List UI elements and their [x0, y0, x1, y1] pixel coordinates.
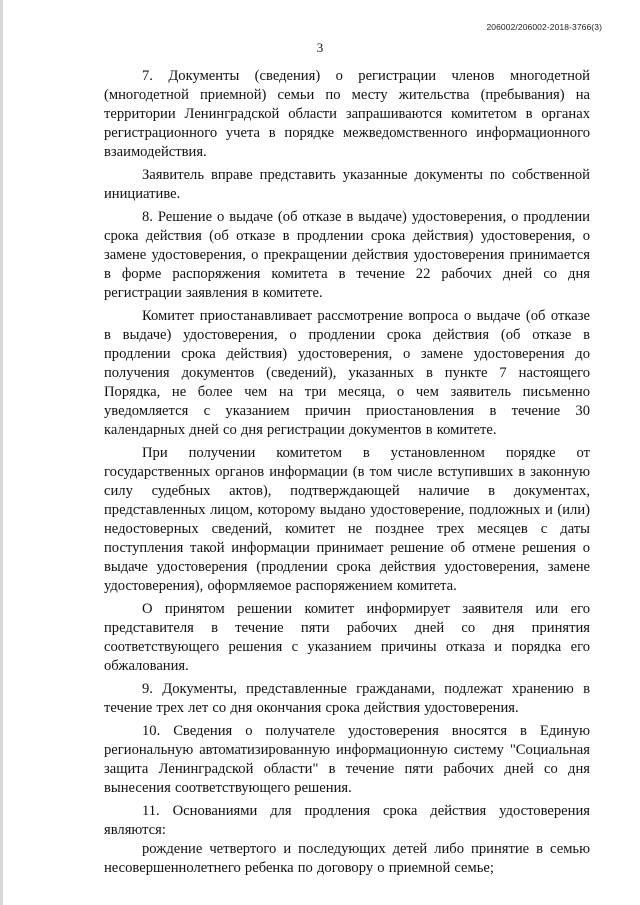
paragraph-item-7: 7. Документы (сведения) о регистрации членов многодетной (многодетной приемной) семьи по месту жительства (пребывания) на территории Ленинградской области запрашиваются комитетом в органах регистрационного учета в порядке межведомственного информационного взаимодействия. — [104, 68, 590, 160]
paragraph-item-9: 9. Документы, представленные гражданами, подлежат хранению в течение трех лет со дня окончания срока действия удостоверения. — [104, 681, 590, 716]
page-number: 3 — [316, 40, 324, 55]
paragraph-suspension: Комитет приостанавливает рассмотрение вопроса о выдаче (об отказе в выдаче) удостоверения, о продлении срока действия (об отказе в продлении срока действия) удостоверения, о замене удостоверения до получения документов (сведений), указанных в пункте 7 настоящего Порядка, не более чем на три месяца, о чем заявитель письменно уведомляется с указанием причин приостановления в течение 30 календарных дней со дня регистрации документов в комитете. — [104, 308, 590, 438]
paragraph-notification: О принятом решении комитет информирует заявителя или его представителя в течение пяти рабочих дней со дня принятия соответствующего решения с указанием причины отказа и порядка его обжалования. — [104, 601, 590, 674]
scan-edge — [0, 0, 3, 905]
paragraph-item-8: 8. Решение о выдаче (об отказе в выдаче) удостоверения, о продлении срока действия (об отказе в продлении срока действия) удостоверения, о замене удостоверения, о прекращении действия удостоверения принимается в форме распоряжения комитета в течение 22 рабочих дней со дня регистрации заявления в комитете. — [104, 209, 590, 301]
paragraph-item-10: 10. Сведения о получателе удостоверения вносятся в Единую региональную автоматизированную информационную систему "Социальная защита Ленинградской области" в течение пяти рабочих дней со дня вынесения соответствующего решения. — [104, 723, 590, 796]
paragraph-extension-ground-1: рождение четвертого и последующих детей либо принятие в семью несовершеннолетнего ребенка по договору о приемной семье; — [104, 841, 590, 876]
paragraph-applicant-right: Заявитель вправе представить указанные документы по собственной инициативе. — [104, 167, 590, 202]
paragraph-cancellation: При получении комитетом в установленном порядке от государственных органов информации (в том числе вступивших в законную силу судебных актов), подтверждающей наличие в документах, представленных лицом, которому выдано удостоверение, подложных и (или) недостоверных сведений, комитет не позднее трех месяцев с даты поступления такой информации принимает решение об отмене решения о выдаче удостоверения (продлении срока действия удостоверения, замене удостоверения), оформляемое распоряжением комитета. — [104, 445, 590, 594]
paragraph-item-11: 11. Основаниями для продления срока действия удостоверения являются: — [104, 803, 590, 838]
document-body — [104, 67, 590, 878]
document-registration-code: 206002/206002-2018-3766(3) — [486, 22, 602, 32]
